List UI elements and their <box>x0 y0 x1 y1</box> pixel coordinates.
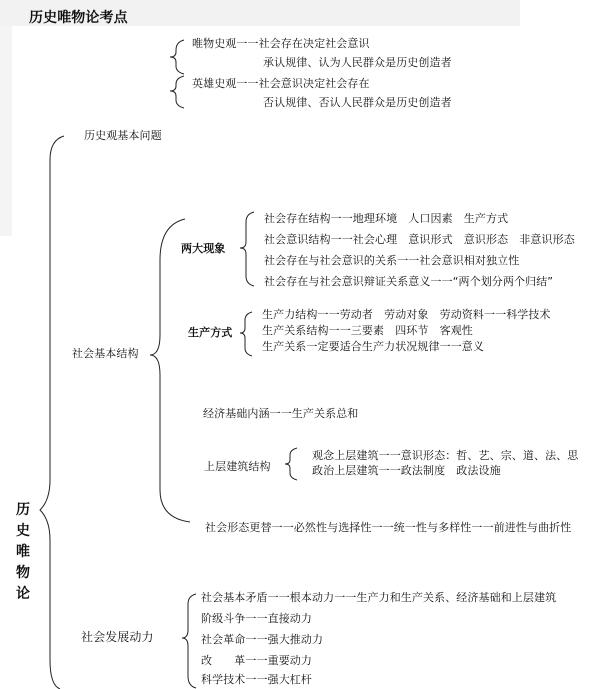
two-phenomena-item: 社会存在结构一一地理环境 人口因素 生产方式 <box>264 212 509 225</box>
brace-materialism <box>170 40 184 74</box>
branch-social-basic-structure: 社会基本结构 <box>72 347 139 360</box>
brace-hero <box>170 76 184 108</box>
root-char-5: 论 <box>16 586 30 602</box>
two-phenomena-item: 社会存在与社会意识辩证关系意义一一“两个划分两个归结” <box>264 275 554 288</box>
hero-view: 英雄史观一一社会意识决定社会存在 <box>192 77 370 90</box>
two-phenomena-brace <box>240 212 254 286</box>
hero-sub: 否认规律、否认人民群众是历史创造者 <box>263 96 452 109</box>
dev-force-item: 科学技术一一强大杠杆 <box>201 673 312 686</box>
dev-force-item: 社会革命一一强大推动力 <box>201 633 324 646</box>
superstructure-label: 上层建筑结构 <box>204 460 271 473</box>
branch-social-dev-force: 社会发展动力 <box>81 630 154 644</box>
two-phenomena-item: 社会意识结构一一社会心理 意识形式 意识形态 非意识形态 <box>264 233 575 246</box>
superstructure-brace <box>285 448 297 480</box>
superstructure-item: 政治上层建筑一一政法制度 政法设施 <box>312 464 501 477</box>
two-phenomena-label: 两大现象 <box>181 242 226 255</box>
dev-force-item: 阶级斗争一一直接动力 <box>201 612 312 625</box>
structure-brace <box>150 219 190 522</box>
materialism-view: 唯物史观一一社会存在决定社会意识 <box>192 37 370 50</box>
dev-force-item: 改 革一一重要动力 <box>201 654 312 667</box>
root-char-1: 历 <box>16 502 30 518</box>
two-phenomena-item: 社会存在与社会意识的关系一一社会意识相对独立性 <box>264 254 520 267</box>
root-brace <box>40 136 64 689</box>
production-mode-item: 生产力结构一一劳动者 劳动对象 劳动资料一一科学技术 <box>262 308 551 321</box>
page-title: 历史唯物论考点 <box>29 10 128 26</box>
materialism-sub: 承认规律、认为人民群众是历史创造者 <box>263 56 452 69</box>
root-char-3: 唯 <box>16 544 30 560</box>
production-mode-item: 生产关系一定要适合生产力状况规律一一意义 <box>262 340 484 353</box>
superstructure-item: 观念上层建筑一一意识形态：哲、艺、宗、道、法、思 <box>312 449 579 462</box>
social-form: 社会形态更替一一必然性与选择性一一统一性与多样性一一前进性与曲折性 <box>205 521 572 534</box>
branch-history-view-basic: 历史观基本问题 <box>84 129 162 142</box>
production-mode-label: 生产方式 <box>188 326 233 339</box>
dev-force-brace <box>182 594 196 688</box>
root-char-2: 史 <box>16 523 30 539</box>
production-mode-item: 生产关系结构一一三要素 四环节 客观性 <box>262 324 473 337</box>
production-brace <box>240 312 252 356</box>
root-label <box>14 500 32 605</box>
root-char-4: 物 <box>16 565 30 581</box>
economic-base: 经济基础内涵一一生产关系总和 <box>203 407 359 420</box>
dev-force-item: 社会基本矛盾一一根本动力一一生产力和生产关系、经济基础和上层建筑 <box>201 591 557 604</box>
